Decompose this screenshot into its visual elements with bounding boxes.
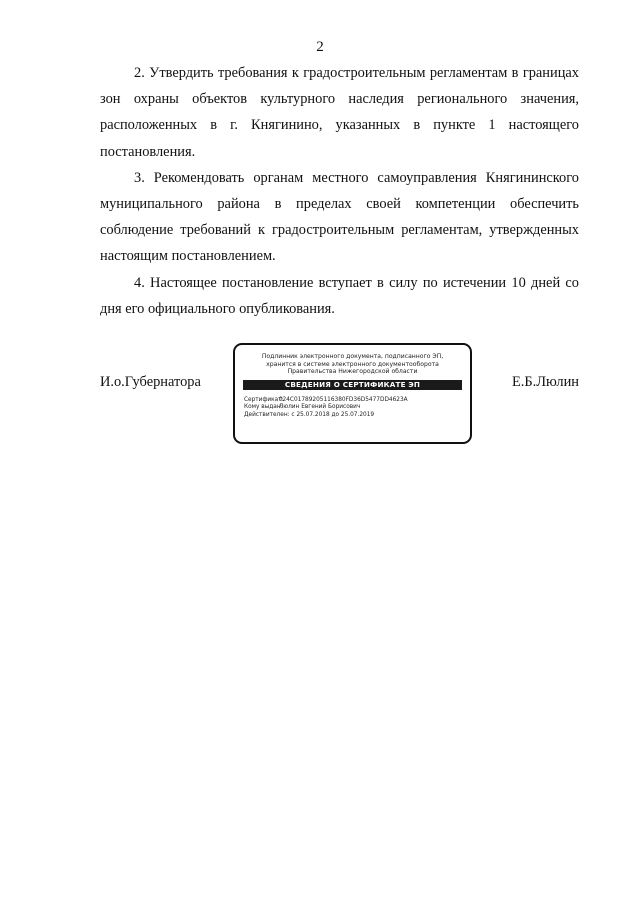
electronic-signature-stamp [233, 343, 472, 444]
stamp-certificate-value: 024C01789205116380FD36D5477DD4623A [278, 396, 408, 403]
stamp-header-line: Правительства Нижегородской области [287, 368, 418, 376]
stamp-valid-label: Действителен: [244, 411, 290, 418]
document-body [100, 60, 579, 322]
stamp-header-line: хранится в системе электронного документооборота [266, 360, 439, 368]
stamp-valid-value: с 25.07.2018 до 25.07.2019 [291, 411, 375, 418]
stamp-certificate-label: Сертификат: [244, 396, 284, 403]
stamp-header-line: Подлинник электронного документа, подписанного ЭП, [261, 353, 444, 360]
page-number: 2 [316, 39, 324, 55]
stamp-title: СВЕДЕНИЯ О СЕРТИФИКАТЕ ЭП [243, 380, 462, 390]
stamp-header [235, 353, 470, 376]
signatory-position: И.о.Губернатора [100, 374, 201, 390]
stamp-issued-to-row [244, 404, 470, 411]
paragraph-item-3: 3. Рекомендовать органам местного самоуправления Княгининского муниципального района в пределах своей компетенции обеспечить соблюдение требований к градостроительным регламентам, утвержденных настоящим постановлением. [100, 169, 579, 265]
stamp-valid-row [244, 412, 470, 419]
stamp-issued-to-value: Люлин Евгений Борисович [278, 404, 361, 411]
signatory-name: Е.Б.Люлин [512, 374, 579, 390]
paragraph-item-2: 2. Утвердить требования к градостроительным регламентам в границах зон охраны объектов культурного наследия регионального значения, расположенных в г. Княгинино, указанных в пункте 1 настоящего постановления. [100, 65, 579, 160]
stamp-issued-to-label: Кому выдан: [244, 404, 283, 411]
paragraph-item-4: 4. Настоящее постановление вступает в силу по истечении 10 дней со дня его официального опубликования. [100, 274, 579, 317]
stamp-details [244, 397, 470, 419]
